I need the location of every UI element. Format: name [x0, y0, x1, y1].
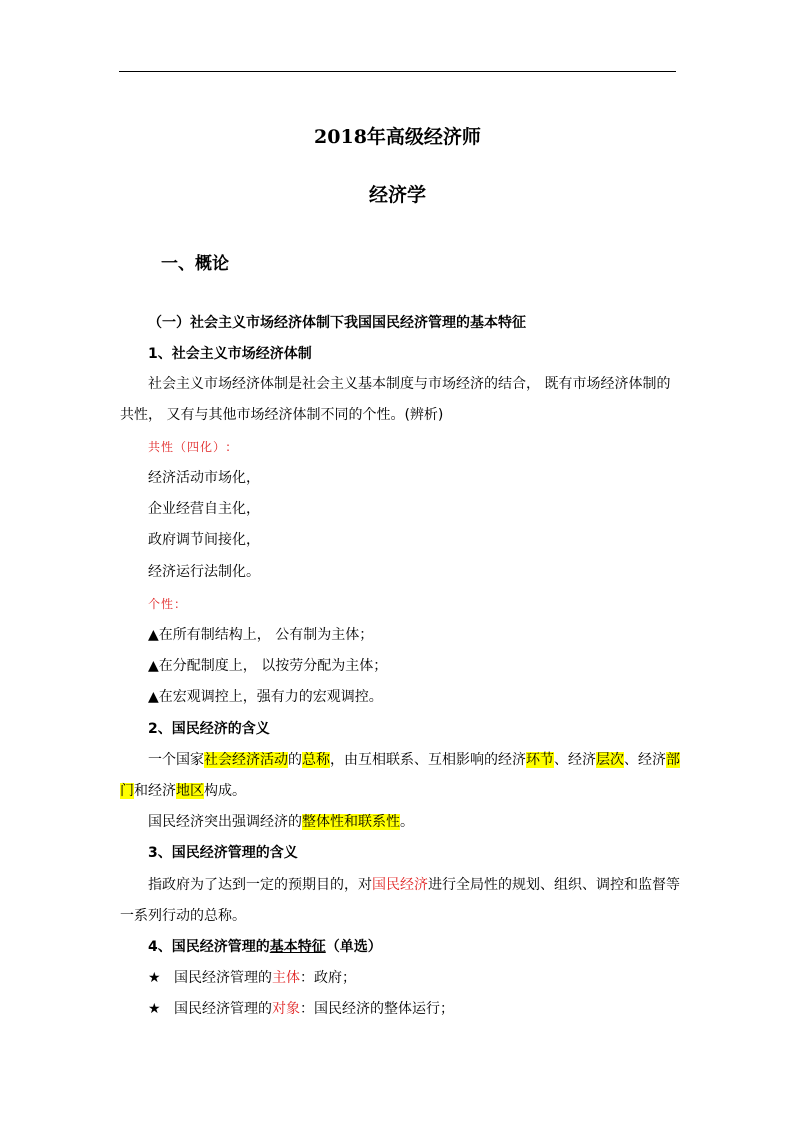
text-run: （单选） [325, 939, 382, 955]
paragraph-4-line-1 [148, 875, 680, 895]
subsection-heading: （一）社会主义市场经济体制下我国国民经济管理的基本特征 [148, 315, 526, 331]
text-run: 、经济 [554, 752, 596, 768]
heading-4 [148, 937, 382, 957]
document-subtitle: 经济学 [368, 184, 426, 206]
common-label: 共性（四化）: [148, 440, 232, 454]
heading-1: 1、社会主义市场经济体制 [148, 346, 312, 362]
text-run: 国民经济管理的 [174, 970, 272, 986]
header-rule [119, 71, 676, 72]
paragraph-2-line-2 [120, 781, 246, 801]
section-heading: 一、概论 [161, 254, 229, 274]
heading-3: 3、国民经济管理的含义 [148, 845, 298, 861]
text-run: 的 [288, 752, 302, 768]
text-run: 4、国民经济管理的 [148, 939, 270, 955]
common-item: 经济运行法制化。 [148, 564, 260, 580]
highlight: 社会经济活动 [204, 752, 288, 768]
highlight: 整体性和联系性 [302, 814, 400, 830]
paragraph-4-line-2: 一系列行动的总称。 [120, 908, 246, 924]
paragraph-1-line-1: 社会主义市场经济体制是社会主义基本制度与市场经济的结合， 既有市场经济体制的 [148, 376, 671, 392]
text-run: 进行全局性的规划、组织、调控和监督等 [428, 877, 680, 893]
individual-item: ▲在宏观调控上，强有力的宏观调控。 [148, 689, 383, 705]
individual-item: ▲在所有制结构上， 公有制为主体； [148, 627, 374, 643]
star-item [148, 999, 454, 1019]
common-item: 企业经营自主化， [148, 501, 260, 517]
highlight: 总称 [302, 752, 330, 768]
highlight: 部 [666, 752, 680, 768]
text-run: 、经济 [624, 752, 666, 768]
text-run: 指政府为了达到一定的预期目的，对 [148, 877, 372, 893]
star-item [148, 968, 356, 988]
red-term: 国民经济 [372, 877, 428, 893]
red-term: 对象 [272, 1001, 300, 1017]
text-run: ，由互相联系、互相影响的经济 [330, 752, 526, 768]
individual-label: 个性： [148, 597, 188, 611]
text-run: 和经济 [134, 783, 176, 799]
document-title: 2018年高级经济师 [314, 126, 481, 148]
red-term: 主体 [272, 970, 300, 986]
common-item: 经济活动市场化， [148, 470, 260, 486]
underlined-term: 基本特征 [269, 939, 326, 955]
text-run: 国民经济管理的 [174, 1001, 272, 1017]
paragraph-2-line-1 [148, 750, 680, 770]
highlight: 环节 [526, 752, 554, 768]
text-run: 国民经济突出强调经济的 [148, 814, 302, 830]
text-run: ：政府； [300, 970, 356, 986]
text-run: 构成。 [204, 783, 246, 799]
text-run: 一个国家 [148, 752, 204, 768]
common-item: 政府调节间接化， [148, 532, 260, 548]
star-icon: ★ [148, 1001, 161, 1017]
text-run: ：国民经济的整体运行； [300, 1001, 454, 1017]
text-run: 。 [400, 814, 414, 830]
paragraph-3 [148, 812, 414, 832]
paragraph-1-line-2: 共性， 又有与其他市场经济体制不同的个性。(辨析) [120, 407, 444, 423]
star-icon: ★ [148, 970, 161, 986]
highlight: 层次 [596, 752, 624, 768]
individual-item: ▲在分配制度上， 以按劳分配为主体； [148, 658, 388, 674]
highlight: 地区 [176, 783, 204, 799]
highlight: 门 [120, 783, 134, 799]
heading-2: 2、国民经济的含义 [148, 721, 270, 737]
